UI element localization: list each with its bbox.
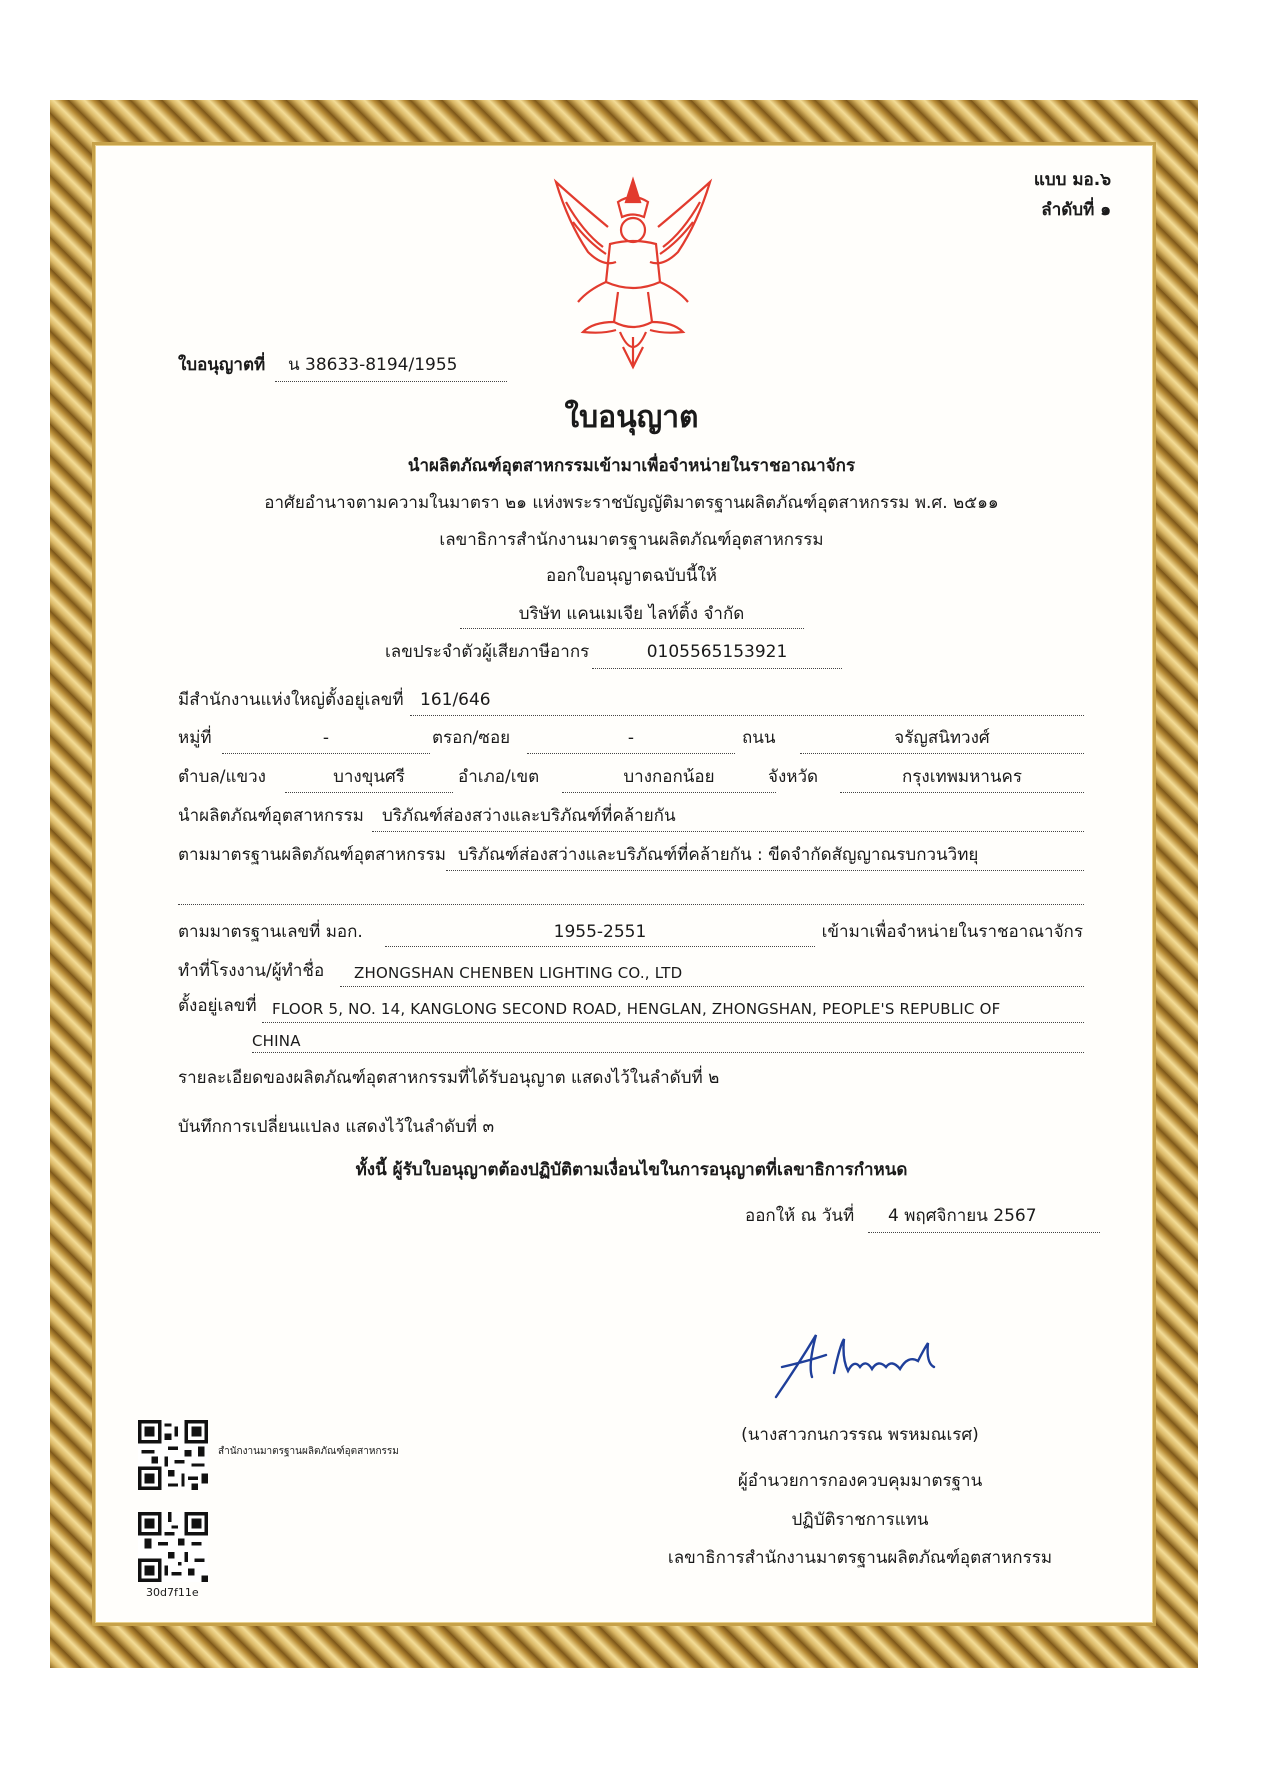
authority-line: อาศัยอำนาจตามความในมาตรา ๒๑ แห่งพระราชบัญญัติมาตรฐานผลิตภัณฑ์อุตสาหกรรม พ.ศ. ๒๕๑๑: [264, 493, 999, 513]
condition-line: ทั้งนี้ ผู้รับใบอนุญาตต้องปฏิบัติตามเงื่อนไขในการอนุญาตที่เลขาธิการกำหนด: [355, 1160, 908, 1180]
factory-address-label: ตั้งอยู่เลขที่: [178, 996, 257, 1016]
subdistrict-value: บางขุนศรี: [333, 767, 405, 787]
factory-address-line1: FLOOR 5, NO. 14, KANGLONG SECOND ROAD, HENGLAN, ZHONGSHAN, PEOPLE'S REPUBLIC OF: [272, 1000, 1001, 1018]
tax-label: เลขประจำตัวผู้เสียภาษีอากร: [385, 642, 590, 662]
subtitle: นำผลิตภัณฑ์อุตสาหกรรมเข้ามาเพื่อจำหน่ายในราชอาณาจักร: [407, 456, 856, 476]
issue-line: ออกใบอนุญาตฉบับนี้ให้: [546, 566, 717, 586]
factory-address-line2: CHINA: [252, 1032, 301, 1050]
subdistrict-label: ตำบล/แขวง: [178, 767, 266, 787]
form-type: แบบ มอ.๖: [1033, 170, 1111, 190]
license-no-label: ใบอนุญาตที่: [178, 355, 266, 375]
garuda-emblem-icon: [548, 172, 718, 372]
district-value: บางกอกน้อย: [623, 767, 715, 787]
hq-value: 161/646: [420, 690, 491, 710]
qr-office-text: สำนักงานมาตรฐานผลิตภัณฑ์อุตสาหกรรม: [218, 1446, 399, 1457]
district-label: อำเภอ/เขต: [458, 767, 540, 787]
province-value: กรุงเทพมหานคร: [901, 767, 1023, 787]
moo-value: -: [322, 728, 330, 748]
factory-value: ZHONGSHAN CHENBEN LIGHTING CO., LTD: [354, 964, 683, 982]
signer-position: ผู้อำนวยการกองควบคุมมาตรฐาน: [737, 1471, 983, 1491]
product-label: นำผลิตภัณฑ์อุตสาหกรรม: [178, 806, 364, 826]
moo-label: หมู่ที่: [178, 728, 212, 748]
factory-label: ทำที่โรงงาน/ผู้ทำชื่อ: [178, 961, 325, 981]
page-title: ใบอนุญาต: [564, 400, 699, 435]
license-no-value: น 38633-8194/1955: [288, 355, 458, 375]
company-name: บริษัท แคนเมเจีย ไลท์ติ้ง จำกัด: [518, 604, 745, 624]
details-line: รายละเอียดของผลิตภัณฑ์อุตสาหกรรมที่ได้รับอนุญาต แสดงไว้ในลำดับที่ ๒: [178, 1068, 720, 1088]
standard-value: บริภัณฑ์ส่องสว่างและบริภัณฑ์ที่คล้ายกัน : ขีดจำกัดสัญญาณรบกวนวิทยุ: [458, 845, 979, 865]
signature-image: [768, 1325, 948, 1405]
tis-label: ตามมาตรฐานเลขที่ มอก.: [178, 922, 363, 942]
signer-org: เลขาธิการสำนักงานมาตรฐานผลิตภัณฑ์อุตสาหกรรม: [667, 1548, 1053, 1568]
issued-label: ออกให้ ณ วันที่: [745, 1206, 855, 1226]
road-label: ถนน: [742, 728, 776, 748]
hq-label: มีสำนักงานแห่งใหญ่ตั้งอยู่เลขที่: [178, 690, 404, 710]
road-value: จรัญสนิทวงศ์: [894, 728, 990, 748]
province-label: จังหวัด: [768, 767, 819, 787]
form-order: ลำดับที่ ๑: [1041, 200, 1111, 220]
changes-line: บันทึกการเปลี่ยนแปลง แสดงไว้ในลำดับที่ ๓: [178, 1117, 495, 1137]
product-value: บริภัณฑ์ส่องสว่างและบริภัณฑ์ที่คล้ายกัน: [382, 806, 676, 826]
secretary-line: เลขาธิการสำนักงานมาตรฐานผลิตภัณฑ์อุตสาหกรรม: [439, 530, 824, 550]
signer-name: (นางสาวกนกวรรณ พรหมณเรศ): [741, 1425, 979, 1445]
qr-code-top: [138, 1420, 208, 1490]
tis-suffix: เข้ามาเพื่อจำหน่ายในราชอาณาจักร: [821, 922, 1083, 942]
qr-code-bottom: [138, 1512, 208, 1582]
tis-value: 1955-2551: [553, 922, 647, 942]
qr-code-id: 30d7f11e: [146, 1586, 199, 1599]
signer-acting: ปฏิบัติราชการแทน: [791, 1510, 929, 1530]
soi-label: ตรอก/ซอย: [432, 728, 511, 748]
issued-value: 4 พฤศจิกายน 2567: [888, 1206, 1037, 1226]
standard-label: ตามมาตรฐานผลิตภัณฑ์อุตสาหกรรม: [178, 845, 446, 865]
soi-value: -: [627, 728, 635, 748]
tax-value: 0105565153921: [646, 642, 788, 662]
